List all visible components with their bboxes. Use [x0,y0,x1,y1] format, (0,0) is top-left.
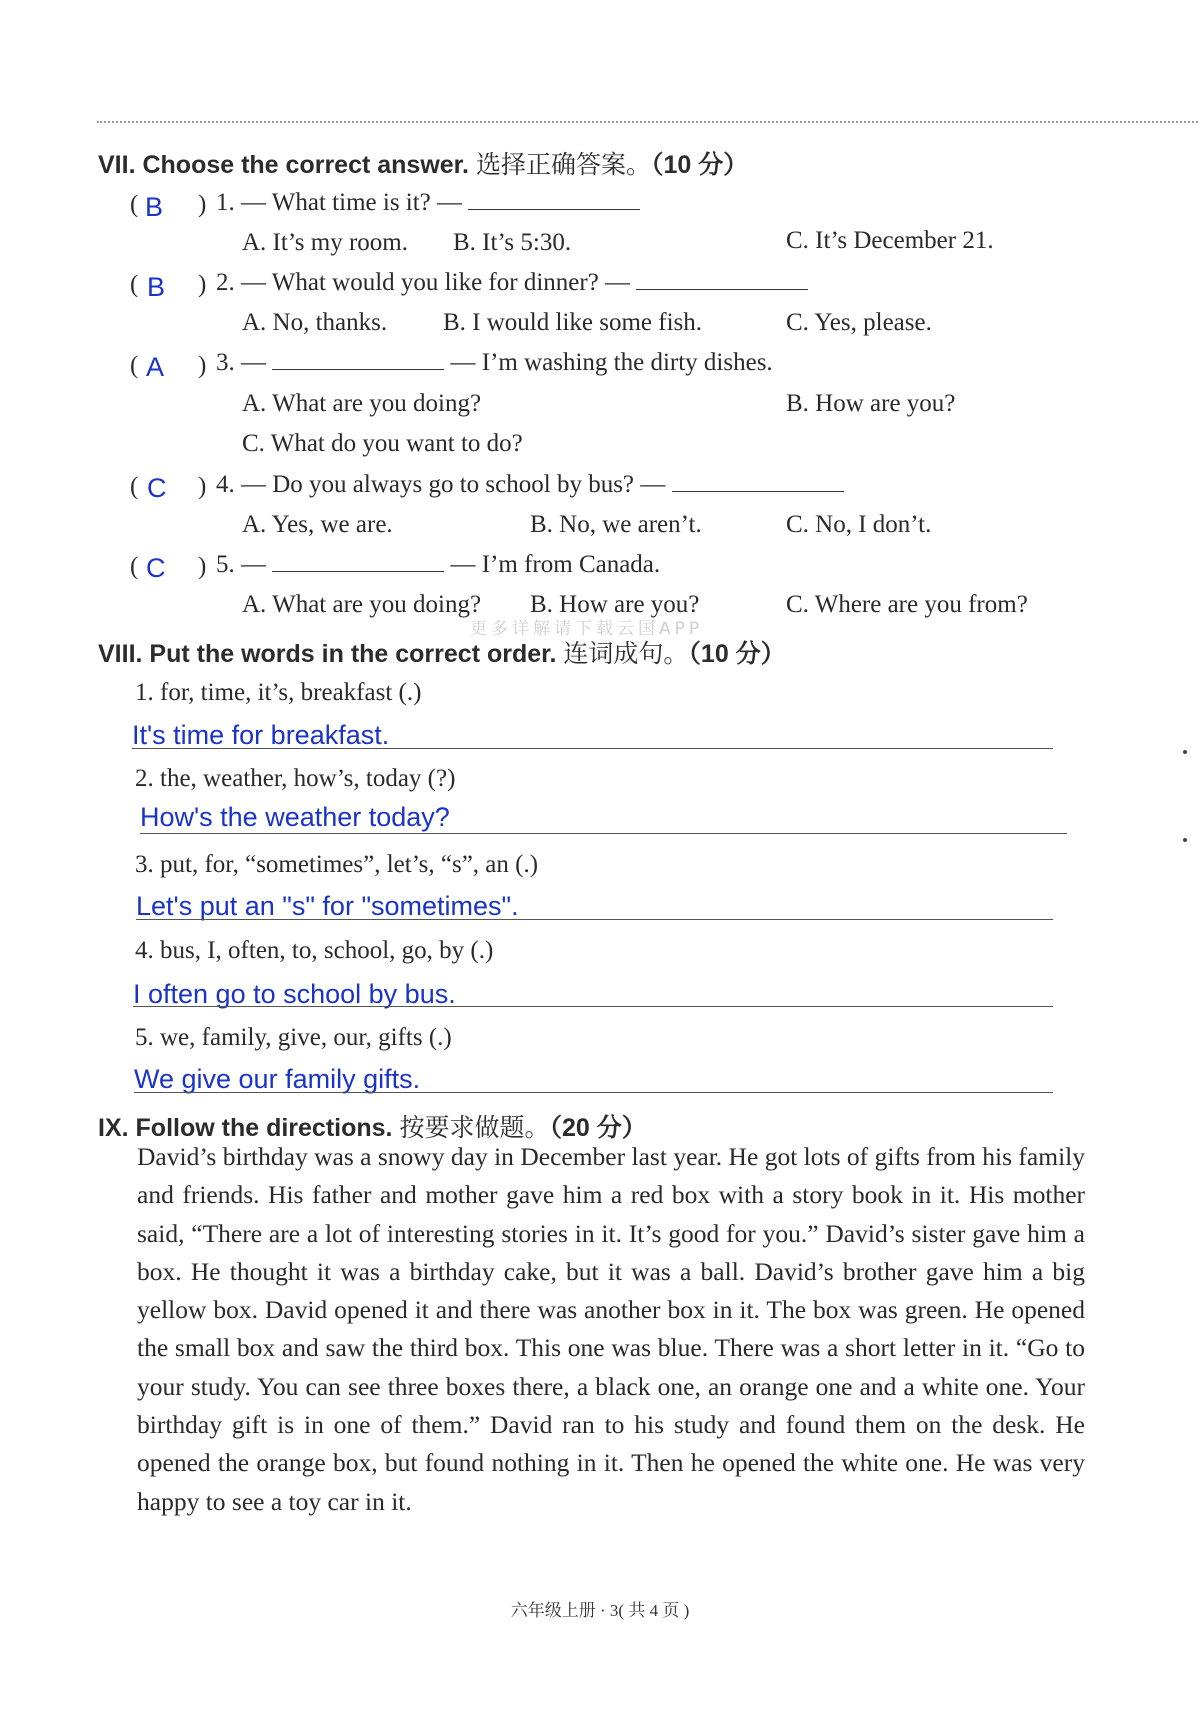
section-vii-number: VII. [98,151,136,179]
scrambled-words: 1. for, time, it’s, breakfast (.) [135,679,422,706]
paren-open: ( [130,473,139,500]
question-stem-1 [216,190,640,215]
paren-open: ( [130,271,139,298]
option-a: A. What are you doing? [242,390,482,417]
option-a: A. Yes, we are. [242,511,393,538]
question-stem-text: 1. — What time is it? — [216,189,463,216]
scrambled-words: 2. the, weather, how’s, today (?) [135,765,456,792]
section-ix-points: （20 分） [549,1114,647,1142]
option-b: B. I would like some fish. [443,309,703,336]
question-stem-text: 5. — [216,551,266,578]
handwritten-answer-5: C [146,553,166,583]
handwritten-answer-3: A [146,352,165,382]
paren-close: ) [198,553,207,580]
reading-passage: David’s birthday was a snowy day in December last year. He got lots of gifts from his family and friends. His father and mother gave him a red box with a story book in it. His mother said, “There are a lot of interesting stories in it. It’s good for you.” David’s sister gave him a box. He thought it was a birthday cake, but it was a ball. David’s brother gave him a big yellow box. David opened it and there was another box in it. The box was green. He opened the small box and saw the third box. This one was blue. There was a short letter in it. “Go to your study. You can see three boxes there, a black one, an orange one and a white one. Your birthday gift is in one of them.” David ran to his study and found them on the desk. He opened the orange box, but found nothing in it. Then he opened the white one. He was very happy to see a toy car in it. [137,1142,1085,1516]
question-stem-text: 2. — What would you like for dinner? — [216,269,631,296]
scan-speck [1183,750,1187,754]
handwritten-answer-2: B [147,272,166,302]
question-stem-response: — I’m washing the dirty dishes. [450,349,773,376]
paren-close: ) [198,271,207,298]
option-c: C. Where are you from? [786,591,1028,618]
paren-close: ) [198,191,207,218]
section-ix-number: IX. [98,1114,129,1142]
answer-blank [672,490,844,492]
option-c: C. What do you want to do? [242,430,523,457]
option-c: C. Yes, please. [786,309,932,336]
section-vii-title-zh: 选择正确答案。 [475,151,651,179]
section-ix-title: Follow the directions. [135,1114,393,1142]
question-stem-4 [216,472,844,497]
scan-speck [1183,838,1187,842]
option-c: C. No, I don’t. [786,511,932,538]
paren-open: ( [130,191,139,218]
question-stem-text: 3. — [216,349,266,376]
top-dotted-rule [97,121,1200,123]
section-viii-number: VIII. [98,640,143,668]
paren-open: ( [130,352,139,379]
option-b: B. How are you? [786,390,956,417]
section-vii-heading [98,145,748,181]
question-stem-3 [216,350,773,375]
watermark: 更多详解请下载云国APP [470,619,704,639]
answer-blank [468,208,640,210]
paren-close: ) [198,352,207,379]
question-stem-2 [216,270,808,295]
handwritten-sentence: It's time for breakfast. [132,720,390,750]
option-c: C. It’s December 21. [786,227,994,254]
option-a: A. What are you doing? [242,591,482,618]
answer-blank [636,288,808,290]
writing-line [132,748,1053,749]
option-a: A. It’s my room. [242,229,408,256]
section-vii-points: （10 分） [650,151,749,179]
writing-line [140,833,1067,834]
question-stem-text: 4. — Do you always go to school by bus? — [216,471,666,498]
paren-close: ) [198,473,207,500]
handwritten-answer-4: C [147,473,167,503]
paren-open: ( [130,553,139,580]
page-footer: 六年级上册 · 3( 共 4 页 ) [510,1601,690,1620]
section-viii-title: Put the words in the correct order. [149,640,557,668]
question-stem-response: — I’m from Canada. [450,551,661,578]
section-viii-title-zh: 连词成句。 [563,640,689,668]
option-b: B. No, we aren’t. [530,511,702,538]
section-viii-heading [98,634,786,670]
option-b: B. How are you? [530,591,700,618]
section-ix-title-zh: 按要求做题。 [399,1114,550,1142]
option-a: A. No, thanks. [242,309,388,336]
writing-line [134,1092,1053,1093]
scrambled-words: 5. we, family, give, our, gifts (.) [135,1024,452,1051]
handwritten-answer-1: B [145,192,164,222]
handwritten-sentence: I often go to school by bus. [133,979,456,1009]
section-vii-title: Choose the correct answer. [142,151,469,179]
answer-blank [272,368,444,370]
scrambled-words: 3. put, for, “sometimes”, let’s, “s”, an (.) [135,851,539,878]
handwritten-sentence: How's the weather today? [140,802,450,832]
option-b: B. It’s 5:30. [453,229,572,256]
scrambled-words: 4. bus, I, often, to, school, go, by (.) [135,937,494,964]
handwritten-sentence: We give our family gifts. [134,1064,421,1094]
answer-blank [272,570,444,572]
writing-line [133,1006,1053,1007]
handwritten-sentence: Let's put an "s" for "sometimes". [136,891,519,921]
question-stem-5 [216,552,660,577]
section-viii-points: （10 分） [688,640,786,668]
writing-line [136,919,1053,920]
